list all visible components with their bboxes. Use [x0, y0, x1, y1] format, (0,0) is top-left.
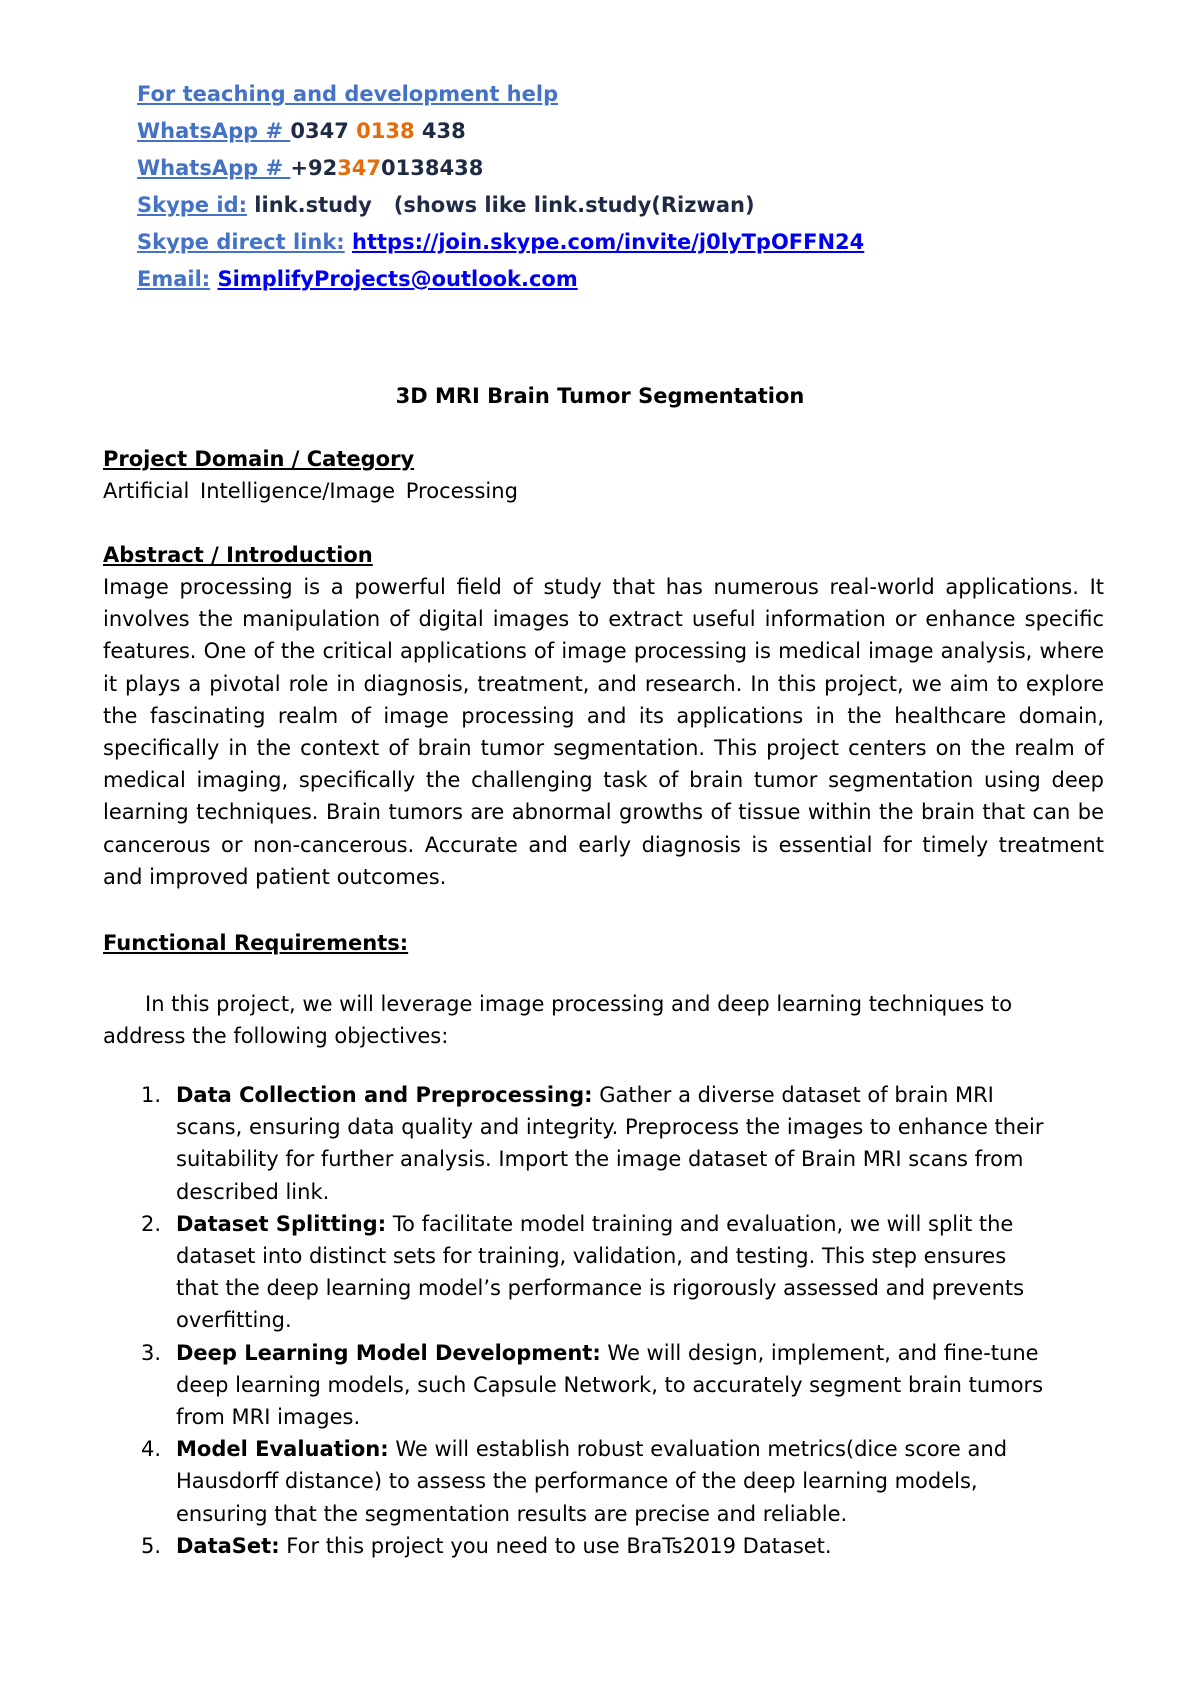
whatsapp-label: WhatsApp # [137, 156, 291, 180]
email-link[interactable]: SimplifyProjects@outlook.com [217, 267, 578, 291]
domain-heading: Project Domain / Category [103, 447, 415, 471]
list-item-text: Gather a diverse dataset of brain MRI scans, ensuring data quality and integrity. Preprocess the images to enhance their suitability for further analysis. Import the image dataset of Brain MRI scans from described link. [176, 1083, 1044, 1204]
skype-link-line [137, 226, 864, 258]
list-item [103, 1433, 1046, 1530]
list-item-title: Deep Learning Model Development: [176, 1340, 601, 1365]
whatsapp-number-highlight: 0138 [356, 119, 415, 143]
requirements-list [103, 1079, 1103, 1562]
whatsapp-number-part: +92 [290, 156, 338, 180]
list-item [103, 1337, 1046, 1434]
whatsapp-number-part: 0138438 [381, 156, 484, 180]
document-title: 3D MRI Brain Tumor Segmentation [395, 384, 805, 408]
list-item [103, 1530, 1046, 1562]
list-item-number: 4. [141, 1437, 162, 1462]
skype-id-line [137, 189, 755, 221]
list-item-text: We will design, implement, and fine-tune deep learning models, such Capsule Network, to accurately segment brain tumors from MRI images. [176, 1340, 1044, 1430]
skype-id-note: (shows like link.study(Rizwan) [371, 193, 755, 217]
skype-link-label: Skype direct link: [137, 230, 345, 254]
functional-heading: Functional Requirements: [103, 931, 409, 955]
list-item-text: For this project you need to use BraTs2019 Dataset. [279, 1533, 832, 1558]
list-item-title: Data Collection and Preprocessing: [176, 1083, 593, 1107]
whatsapp-label: WhatsApp # [137, 119, 291, 143]
list-item [103, 1079, 1046, 1208]
contact-header-text: For teaching and development help [137, 82, 559, 106]
skype-id-value: link.study [247, 193, 372, 217]
functional-intro: In this project, we will leverage image processing and deep learning techniques to address the following objectives: [103, 992, 1013, 1048]
skype-direct-link[interactable]: https://join.skype.com/invite/j0lyTpOFFN24 [352, 230, 865, 254]
list-item-number: 5. [141, 1533, 162, 1558]
abstract-heading: Abstract / Introduction [103, 543, 373, 567]
abstract-paragraph: Image processing is a powerful field of study that has numerous real-world applications. It involves the manipulation of digital images to extract useful information or enhance specific features. One of the critical applications of image processing is medical image analysis, where it plays a pivotal role in diagnosis, treatment, and research. In this project, we aim to explore the fascinating realm of image processing and its applications in the healthcare domain, specifically in the context of brain tumor segmentation. This project centers on the realm of medical imaging, specifically the challenging task of brain tumor segmentation using deep learning techniques. Brain tumors are abnormal growths of tissue within the brain that can be cancerous or non-cancerous. Accurate and early diagnosis is essential for timely treatment and improved patient outcomes. [103, 575, 1104, 889]
list-item-number: 2. [141, 1211, 162, 1236]
list-item-title: DataSet: [176, 1533, 280, 1558]
domain-value: Artificial Intelligence/Image Processing [103, 479, 518, 503]
list-item-number: 3. [141, 1340, 162, 1365]
list-item-text: To facilitate model training and evaluation, we will split the dataset into distinct sets for training, validation, and testing. This step ensures that the deep learning model’s performance is rigorously assessed and prevents overfitting. [176, 1211, 1025, 1333]
list-item [103, 1208, 1046, 1337]
whatsapp-number-part: 0347 [290, 119, 357, 143]
contact-header [137, 78, 558, 110]
whatsapp-number-highlight: 347 [337, 156, 382, 180]
email-line [137, 263, 578, 295]
whatsapp-line-1 [137, 115, 466, 147]
list-item-number: 1. [141, 1083, 162, 1107]
whatsapp-number-part: 438 [414, 119, 466, 143]
email-label: Email: [137, 267, 211, 291]
list-item-title: Dataset Splitting: [176, 1211, 387, 1236]
list-item-title: Model Evaluation: [176, 1437, 389, 1462]
skype-id-label: Skype id: [137, 193, 247, 217]
whatsapp-line-2 [137, 152, 483, 184]
list-item-text: We will establish robust evaluation metrics(dice score and Hausdorff distance) to assess the performance of the deep learning models, ensuring that the segmentation results are precise and reliable. [176, 1437, 1008, 1526]
